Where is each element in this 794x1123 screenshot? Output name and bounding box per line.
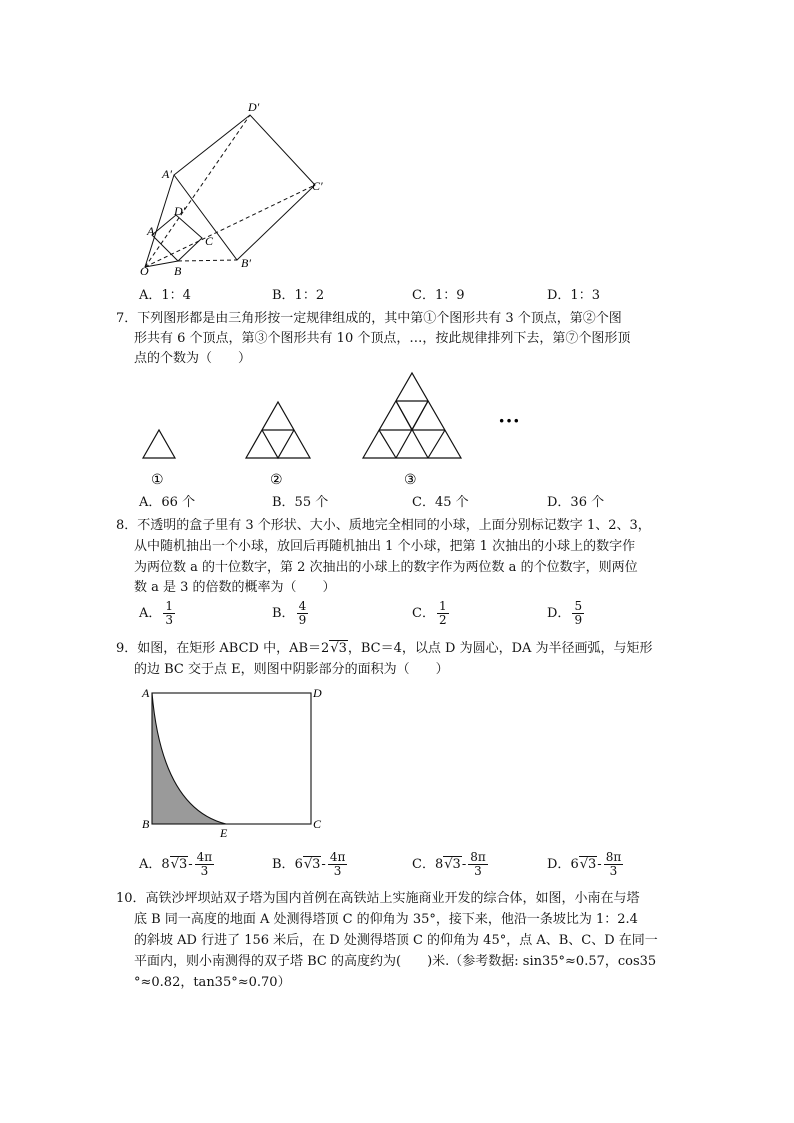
triangle-pattern-figure: [130, 368, 550, 493]
label-A: A: [142, 686, 150, 700]
q10-line5: °≈0.82，tan35°≈0.70）: [134, 975, 291, 990]
q6-option-c: C．1：9: [412, 288, 465, 303]
q7-option-a: A．66 个: [139, 495, 196, 510]
q6-option-a: A．1：4: [139, 288, 191, 303]
q8-option-c: C． $\frac{1}{2}$: [412, 599, 447, 627]
q8-option-d: D． $\frac{5}{9}$: [547, 599, 583, 627]
q6-option-d: D．1：3: [547, 288, 600, 303]
q9-option-b: B．6√3- $\frac{4\pi}{3}$: [272, 850, 346, 878]
label-B: B: [174, 264, 182, 278]
q8-line1: 8．不透明的盒子里有 3 个形状、大小、质地完全相同的小球，上面分别标记数字 1、2、3，: [116, 518, 651, 533]
label-Dp: D′: [248, 100, 260, 114]
fraction: $\frac{1}{2}$: [438, 599, 447, 627]
q9-line2: 的边 BC 交于点 E，则图中阴影部分的面积为（ ）: [134, 662, 449, 677]
q7-option-d: D．36 个: [547, 495, 605, 510]
label-A: A: [147, 224, 155, 238]
fraction: $\frac{5}{9}$: [574, 599, 583, 627]
label-C: C: [313, 817, 322, 831]
q8-line2: 从中随机抽出一个小球，放回后再随机抽出 1 个小球，把第 1 次抽出的小球上的数字作: [134, 539, 636, 554]
rectangle-arc-figure: [140, 685, 330, 840]
homothety-figure: [130, 95, 350, 285]
shaded-region: [152, 693, 226, 824]
q7-line1: 7．下列图形都是由三角形按一定规律组成的，其中第①个图形共有 3 个顶点，第②个图: [116, 311, 622, 326]
label-C: C: [205, 234, 214, 248]
label-B: B: [142, 817, 150, 831]
fig-label-3: ③: [404, 473, 417, 488]
q8-option-a: A． $\frac{1}{3}$: [139, 599, 174, 627]
q10-line2: 底 B 同一高度的地面 A 处测得塔顶 C 的仰角为 35°，接下来，他沿一条坡比为 1：2.4: [134, 912, 638, 927]
label-Cp: C′: [312, 179, 323, 193]
q8-line3: 为两位数 a 的十位数字，第 2 次抽出的小球上的数字作为两位数 a 的个位数字，则两位: [134, 560, 638, 575]
large-square: [174, 115, 315, 260]
fraction: $\frac{4\pi}{3}$: [329, 850, 346, 878]
label-Bp: B′: [241, 256, 251, 270]
fraction: $\frac{8\pi}{3}$: [470, 850, 486, 878]
q10-line1: 10．高铁沙坪坝站双子塔为国内首例在高铁站上实施商业开发的综合体，如图，小南在与塔: [116, 891, 640, 906]
sqrt-symbol: √3: [330, 641, 347, 656]
q7-option-c: C．45 个: [412, 495, 469, 510]
q9-line1: 9．如图，在矩形 ABCD 中，AB＝2√3，BC＝4，以点 D 为圆心，DA 为半径画弧，与矩形: [116, 641, 653, 656]
q7-option-b: B．55 个: [272, 495, 329, 510]
fig-label-2: ②: [270, 473, 283, 488]
q8-option-b: B． $\frac{4}{9}$: [272, 599, 307, 627]
q9-option-d: D．6√3- $\frac{8\pi}{3}$: [547, 850, 622, 878]
label-D: D′: [174, 204, 186, 218]
fig-label-1: ①: [151, 473, 164, 488]
q9-option-a: A．8√3- $\frac{4\pi}{3}$: [139, 850, 213, 878]
q10-line4: 平面内，则小南测得的双子塔 BC 的高度约为( )米.（参考数据: sin35°≈0.57，cos35: [134, 954, 657, 969]
fraction: $\frac{1}{3}$: [165, 599, 174, 627]
label-O: O: [140, 264, 149, 278]
label-Ap: A′: [162, 167, 172, 181]
fraction: $\frac{4\pi}{3}$: [196, 850, 213, 878]
q6-option-b: B．1：2: [272, 288, 325, 303]
label-E: E: [220, 826, 228, 840]
label-D: D: [313, 686, 322, 700]
q7-line2: 形共有 6 个顶点，第③个图形共有 10 个顶点，…，按此规律排列下去，第⑦个图形顶: [134, 331, 631, 346]
q9-option-c: C．8√3- $\frac{8\pi}{3}$: [412, 850, 486, 878]
q8-line4: 数 a 是 3 的倍数的概率为（ ）: [134, 580, 336, 595]
fraction: $\frac{8\pi}{3}$: [605, 850, 622, 878]
q10-line3: 的斜坡 AD 行进了 156 米后，在 D 处测得塔顶 C 的仰角为 45°，点 A、B、C、D 在同一: [134, 933, 658, 948]
fraction: $\frac{4}{9}$: [298, 599, 307, 627]
ellipsis-dots: ···: [498, 408, 521, 433]
q7-line3: 点的个数为（ ）: [134, 351, 252, 366]
